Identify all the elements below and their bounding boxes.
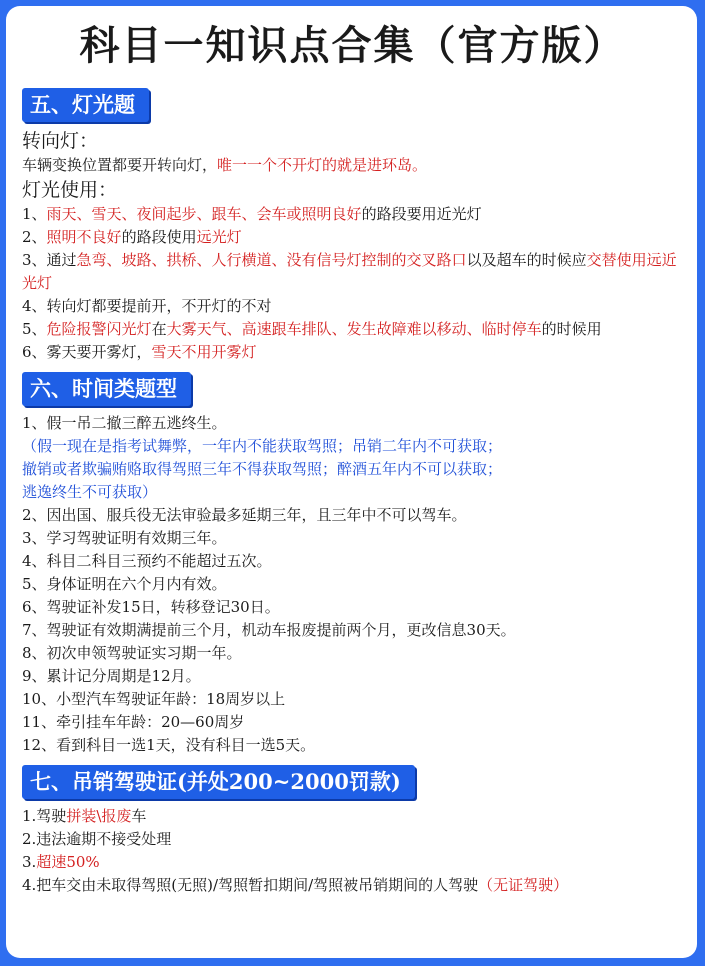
time-item-5: 5、身体证明在六个月内有效。	[22, 575, 227, 593]
time-note-line-3: 逃逸终生不可获取）	[22, 483, 158, 501]
text-run: 的时候用	[541, 320, 602, 338]
text-run: 4、转向灯都要提前开，不开灯的不对	[22, 297, 272, 315]
text-run: 在	[151, 320, 167, 338]
light-item-5	[22, 318, 683, 341]
time-item-8: 8、初次申领驾驶证实习期一年。	[22, 644, 242, 662]
text-run: 4.把车交由未取得驾照(无照)/驾照暂扣期间/驾照被吊销期间的人驾驶	[22, 876, 479, 894]
text-run: 车	[131, 807, 147, 825]
time-item-4: 4、科目二科目三预约不能超过五次。	[22, 552, 272, 570]
text-run: 2、	[22, 228, 47, 246]
text-run-highlight: 唯一一个不开灯的就是进环岛。	[217, 156, 428, 174]
section-header-time: 六、时间类题型	[22, 372, 191, 406]
text-run: 3、通过	[22, 251, 77, 269]
page-title: 科目一知识点合集（官方版）	[79, 22, 626, 69]
revoke-item-3	[22, 851, 683, 874]
text-run-highlight: 交替使用远近光灯	[22, 251, 677, 292]
text-run-highlight: （无证驾驶）	[478, 876, 569, 894]
text-run: 1.驾驶	[22, 807, 67, 825]
time-item-3: 3、学习驾驶证明有效期三年。	[22, 529, 227, 547]
light-item-1	[22, 203, 683, 226]
time-item-9: 9、累计记分周期是12月。	[22, 667, 201, 685]
text-run-highlight: 远光灯	[196, 228, 242, 246]
text-run-highlight: 超速50%	[36, 853, 100, 871]
section-header-lights: 五、灯光题	[22, 88, 149, 122]
time-note-line-2: 撤销或者欺骗贿赂取得驾照三年不得获取驾照；醉酒五年内不可以获取；	[22, 460, 503, 478]
revoke-item-4	[22, 874, 683, 897]
text-run-highlight: 危险报警闪光灯	[46, 320, 152, 338]
text-run-highlight: 雪天不用开雾灯	[151, 343, 257, 361]
turn-signal-line	[22, 154, 683, 177]
text-run: 的路段使用	[121, 228, 197, 246]
text-run-highlight: 拼装\报废	[66, 807, 132, 825]
text-run: 的路段要用近光灯	[361, 205, 482, 223]
text-run-highlight: 大雾天气、高速跟车排队、发生故障难以移动、临时停车	[166, 320, 542, 338]
text-run: 6、雾天要开雾灯，	[22, 343, 152, 361]
time-item-1: 1、假一吊二撤三醉五逃终生。	[22, 414, 227, 432]
text-run-highlight: 照明不良好	[46, 228, 122, 246]
text-run: 车辆变换位置都要开转向灯，	[22, 156, 218, 174]
text-run-highlight: 雨天、雪天、夜间起步、跟车、会车或照明良好	[46, 205, 362, 223]
text-run: 1、	[22, 205, 47, 223]
time-item-10: 10、小型汽车驾驶证年龄：18周岁以上	[22, 690, 286, 708]
time-item-12: 12、看到科目一选1天，没有科目一选5天。	[22, 736, 316, 754]
text-run: 以及超车的时候应	[466, 251, 587, 269]
text-run: 2.违法逾期不接受处理	[22, 830, 172, 848]
time-item-11: 11、牵引挂车年龄：20—60周岁	[22, 713, 245, 731]
time-item-7: 7、驾驶证有效期满提前三个月，机动车报废提前两个月，更改信息30天。	[22, 621, 516, 639]
light-item-3	[22, 249, 683, 295]
revoke-item-1	[22, 805, 683, 828]
light-item-2	[22, 226, 683, 249]
text-run-highlight: 急弯、坡路、拱桥、人行横道、没有信号灯控制的交叉路口	[76, 251, 467, 269]
text-run: 3.	[22, 853, 37, 871]
time-note-line-1: （假一现在是指考试舞弊，一年内不能获取驾照；吊销二年内不可获取；	[22, 437, 503, 455]
light-item-6	[22, 341, 683, 364]
content-card	[6, 6, 697, 958]
light-item-4	[22, 295, 683, 318]
light-usage-subtitle: 灯光使用：	[22, 179, 118, 201]
text-run: 5、	[22, 320, 47, 338]
turn-signal-subtitle: 转向灯：	[22, 130, 99, 152]
revoke-item-2	[22, 828, 683, 851]
time-item-2: 2、因出国、服兵役无法审验最多延期三年，且三年中不可以驾车。	[22, 506, 467, 524]
time-item-6: 6、驾驶证补发15日，转移登记30日。	[22, 598, 280, 616]
section-header-revocation: 七、吊销驾驶证(并处200~2000罚款)	[22, 765, 415, 799]
